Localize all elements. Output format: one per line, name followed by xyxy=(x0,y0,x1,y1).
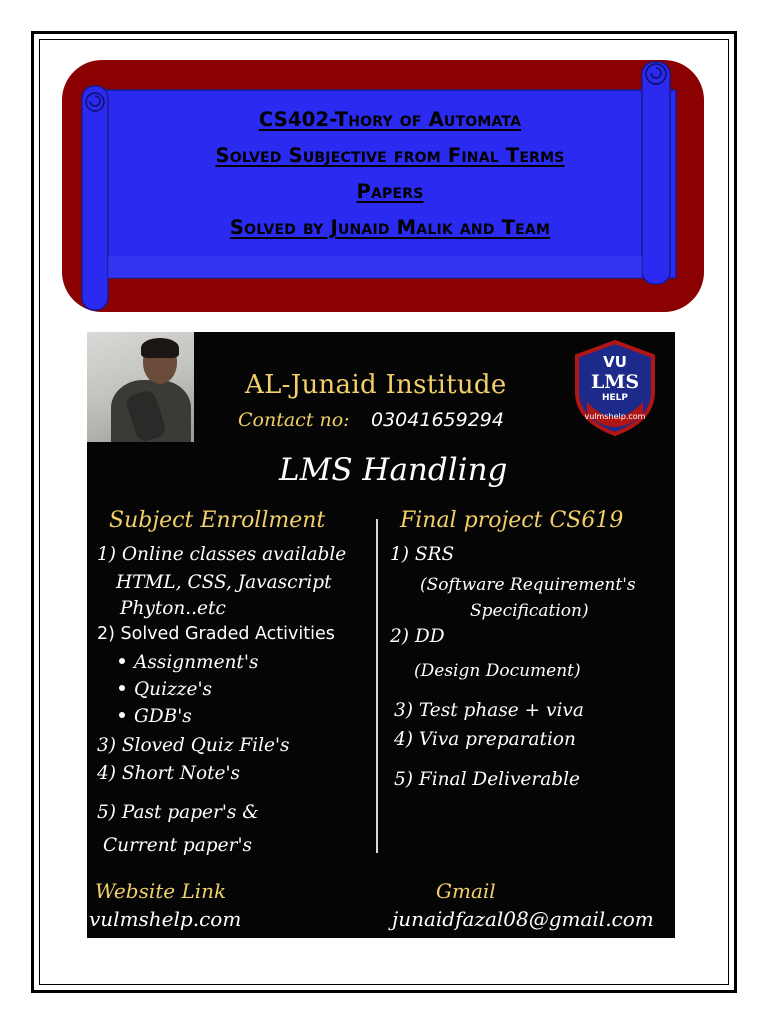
enrollment-item: 2) Solved Graded Activities xyxy=(97,624,335,644)
banner-line-4: Solved by Junaid Malik and Team xyxy=(229,216,551,239)
banner-line-3: Papers xyxy=(356,180,424,203)
enrollment-item: Current paper's xyxy=(103,835,253,856)
contact-label: Contact no: xyxy=(238,409,350,431)
project-item: (Design Document) xyxy=(414,661,581,681)
project-item: 5) Final Deliverable xyxy=(394,769,580,790)
logo-text-help: HELP xyxy=(601,393,629,403)
website-link[interactable]: vulmshelp.com xyxy=(89,907,242,931)
enrollment-item: 5) Past paper's & xyxy=(97,802,259,823)
enrollment-item: 3) Sloved Quiz File's xyxy=(97,735,290,756)
final-project-title: Final project CS619 xyxy=(400,508,624,533)
banner-title xyxy=(110,102,670,246)
project-item: 4) Viva preparation xyxy=(394,729,576,750)
subject-enrollment-title: Subject Enrollment xyxy=(109,508,326,533)
enrollment-item: Phyton..etc xyxy=(120,598,226,619)
logo-text-vu: VU xyxy=(603,353,627,371)
lms-handling-heading: LMS Handling xyxy=(279,452,508,488)
contact-number: 03041659294 xyxy=(371,409,504,431)
logo-text-lms: LMS xyxy=(590,371,640,393)
enrollment-bullet: GDB's xyxy=(119,706,192,727)
banner-line-2: Solved Subjective from Final Terms xyxy=(215,144,565,167)
logo-text-ring: vulmshelp.com xyxy=(584,412,646,421)
column-divider xyxy=(376,519,378,853)
enrollment-item: HTML, CSS, Javascript xyxy=(116,572,332,593)
project-item: Specification) xyxy=(470,601,589,621)
profile-photo xyxy=(87,332,194,442)
enrollment-item: 1) Online classes available xyxy=(97,544,347,565)
project-item: 2) DD xyxy=(390,626,445,647)
website-link-label: Website Link xyxy=(95,879,227,903)
banner-line-1: CS402-Thory of Automata xyxy=(258,108,522,131)
project-item: 1) SRS xyxy=(390,544,455,565)
gmail-label: Gmail xyxy=(436,879,496,903)
project-item: 3) Test phase + viva xyxy=(394,700,584,721)
enrollment-bullet: Quizze's xyxy=(119,679,212,700)
gmail-address[interactable]: junaidfazal08@gmail.com xyxy=(392,907,654,931)
enrollment-item: 4) Short Note's xyxy=(97,763,241,784)
project-item: (Software Requirement's xyxy=(420,575,636,595)
institute-name: AL-Junaid Institude xyxy=(245,370,507,400)
enrollment-bullet: Assignment's xyxy=(119,652,258,673)
promo-poster xyxy=(87,332,675,938)
vulmshelp-logo-icon xyxy=(573,340,657,436)
